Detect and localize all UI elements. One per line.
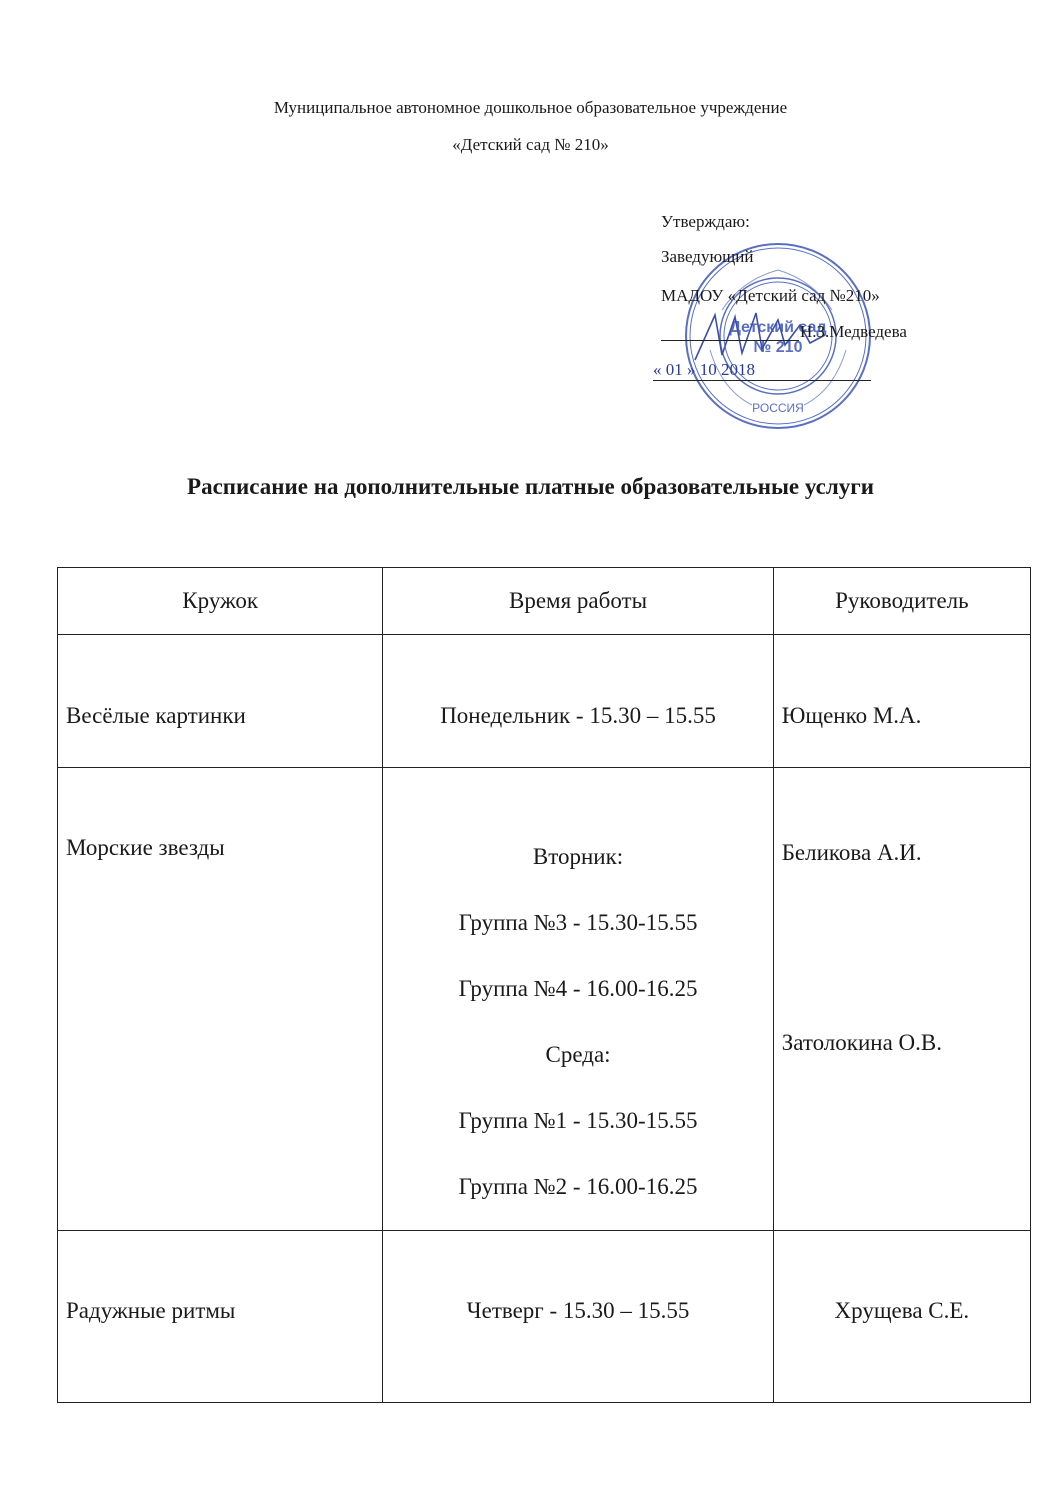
row3-club-cell <box>58 1231 383 1403</box>
row2-club-cell <box>58 768 383 1231</box>
header-leader: Руководитель <box>773 568 1030 635</box>
row1-time: Понедельник - 15.30 – 15.55 <box>440 703 716 728</box>
table-row <box>58 1231 1031 1403</box>
row2-time-line6: Группа №2 - 16.00-16.25 <box>458 1174 698 1199</box>
row3-club: Радужные ритмы <box>66 1298 236 1323</box>
row3-time: Четверг - 15.30 – 15.55 <box>466 1298 690 1323</box>
row1-leader: Ющенко М.А. <box>781 703 922 728</box>
row2-leader2: Затолокина О.В. <box>781 1030 942 1055</box>
row2-time-line4: Среда: <box>545 1042 611 1067</box>
stamp-center-text2: № 210 <box>753 339 803 356</box>
org-name-line1: Муниципальное автономное дошкольное образовательное учреждение <box>273 98 788 117</box>
row1-club-cell <box>58 635 383 768</box>
table-row <box>58 635 1031 768</box>
row3-time-cell <box>383 1231 773 1403</box>
row1-leader-cell <box>773 635 1030 768</box>
header-time: Время работы <box>383 568 773 635</box>
stamp-ring-text: РОССИЯ <box>752 401 804 415</box>
row2-time-cell <box>383 768 773 1231</box>
row2-time-line3: Группа №4 - 16.00-16.25 <box>458 976 698 1001</box>
row1-time-cell <box>383 635 773 768</box>
table-row <box>58 768 1031 1231</box>
org-name-line2: «Детский сад № 210» <box>452 135 609 154</box>
page-title: Расписание на дополнительные платные образовательные услуги <box>187 474 874 499</box>
row2-club: Морские звезды <box>66 835 225 860</box>
row1-club: Весёлые картинки <box>66 703 246 728</box>
stamp-center-text1: Детский сад <box>729 319 827 336</box>
schedule-table <box>57 567 1031 1403</box>
row3-leader: Хрущева С.Е. <box>834 1298 970 1323</box>
approval-organization: МАДОУ «Детский сад №210» <box>661 286 880 305</box>
row2-leader-cell <box>773 768 1030 1231</box>
approval-heading: Утверждаю: <box>661 212 750 231</box>
approval-date: « 01 » 10 2018 <box>653 360 871 381</box>
table-header-row <box>58 568 1031 635</box>
row2-time-line2: Группа №3 - 15.30-15.55 <box>458 910 698 935</box>
row2-leader1: Беликова А.И. <box>781 840 922 865</box>
row2-time-line1: Вторник: <box>532 844 624 869</box>
approval-signatory: Н.З.Медведева <box>800 322 907 341</box>
row2-time-line5: Группа №1 - 15.30-15.55 <box>458 1108 698 1133</box>
row3-leader-cell <box>773 1231 1030 1403</box>
header-club: Кружок <box>58 568 383 635</box>
approval-position: Заведующий <box>661 247 754 266</box>
signature-line <box>661 322 799 341</box>
